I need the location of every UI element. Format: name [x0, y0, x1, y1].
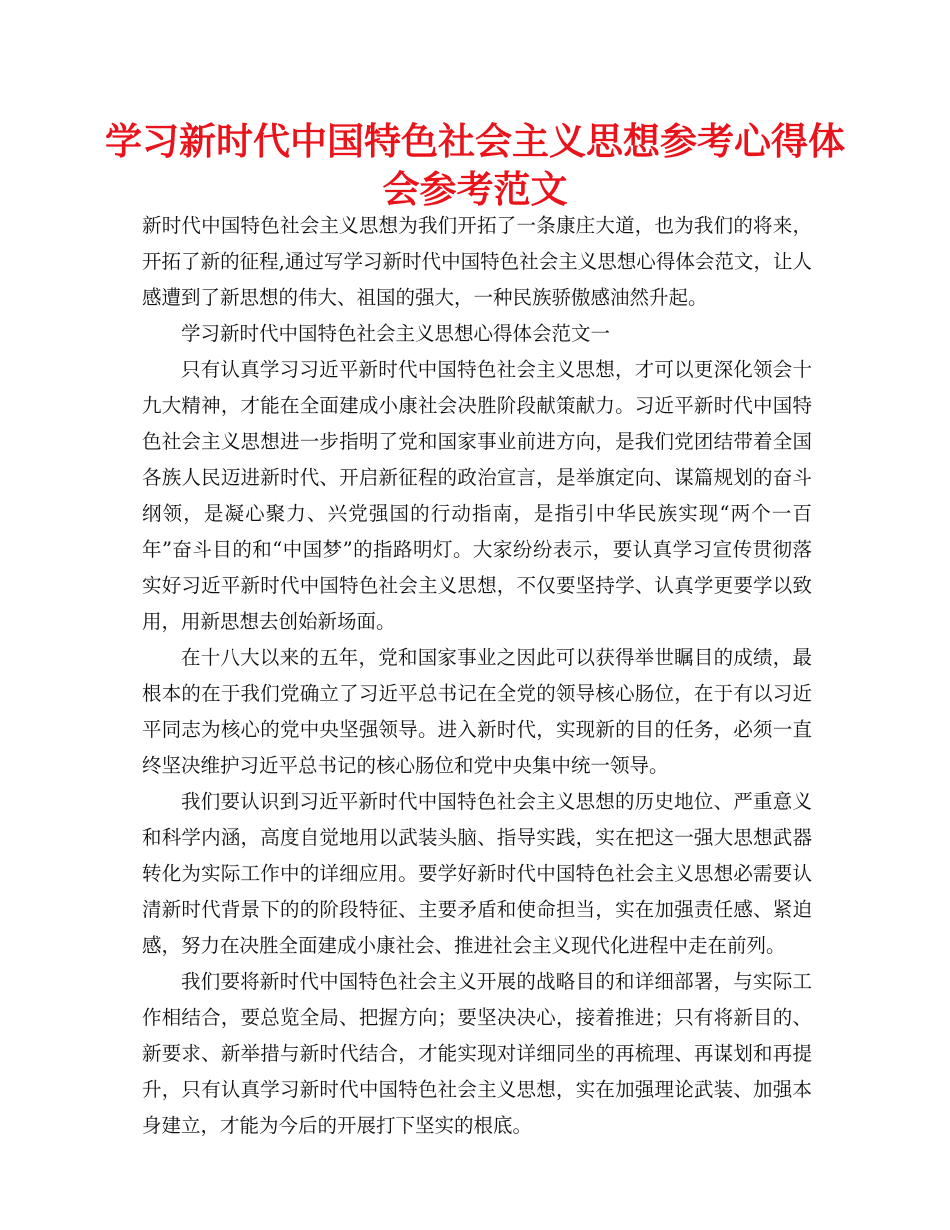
body-paragraph: 我们要将新时代中国特色社会主义开展的战略目的和详细部署，与实际工作相结合，要总览全局、把握方向；要坚决决心，接着推进；只有将新目的、新要求、新举措与新时代结合，才能实现对详细同坐的再梳理、再谋划和再提升，只有认真学习新时代中国特色社会主义思想，实在加强理论武装、加强本身建立，才能为今后的开展打下坚实的根底。: [142, 970, 812, 1137]
intro-paragraph: 新时代中国特色社会主义思想为我们开拓了一条康庄大道，也为我们的将来，开拓了新的征程,通过写学习新时代中国特色社会主义思想心得体会范文，让人感遭到了新思想的伟大、祖国的强大，一种民族骄傲感油然升起。: [142, 214, 812, 309]
body-paragraph: 只有认真学习习近平新时代中国特色社会主义思想，才可以更深化领会十九大精神，才能在全面建成小康社会决胜阶段献策献力。习近平新时代中国特色社会主义思想进一步指明了党和国家事业前进方向，是我们党团结带着全国各族人民迈进新时代、开启新征程的政治宣言，是举旗定向、谋篇规划的奋斗纲领，是凝心聚力、兴党强国的行动指南，是指引中华民族实现“两个一百年”奋斗目的和“中国梦”的指路明灯。大家纷纷表示，要认真学习宣传贯彻落实好习近平新时代中国特色社会主义思想，不仅要坚持学、认真学更要学以致用，用新思想去创始新场面。: [142, 358, 812, 633]
document-body: [142, 208, 812, 1144]
section-subtitle: 学习新时代中国特色社会主义思想心得体会范文一: [181, 322, 611, 345]
document-title: 学习新时代中国特色社会主义思想参考心得体会参考范文: [105, 120, 845, 211]
body-paragraph: 在十八大以来的五年，党和国家事业之因此可以获得举世瞩目的成绩，最根本的在于我们党确立了习近平总书记在全党的领导核心肠位，在于有以习近平同志为核心的党中央坚强领导。进入新时代，实现新的目的任务，必须一直终坚决维护习近平总书记的核心肠位和党中央集中统一领导。: [142, 646, 812, 777]
body-paragraph: 我们要认识到习近平新时代中国特色社会主义思想的历史地位、严重意义和科学内涵，高度自觉地用以武装头脑、指导实践，实在把这一强大思想武器转化为实际工作中的详细应用。要学好新时代中国特色社会主义思想必需要认清新时代背景下的的阶段特征、主要矛盾和使命担当，实在加强责任感、紧迫感，努力在决胜全面建成小康社会、推进社会主义现代化进程中走在前列。: [142, 790, 812, 957]
